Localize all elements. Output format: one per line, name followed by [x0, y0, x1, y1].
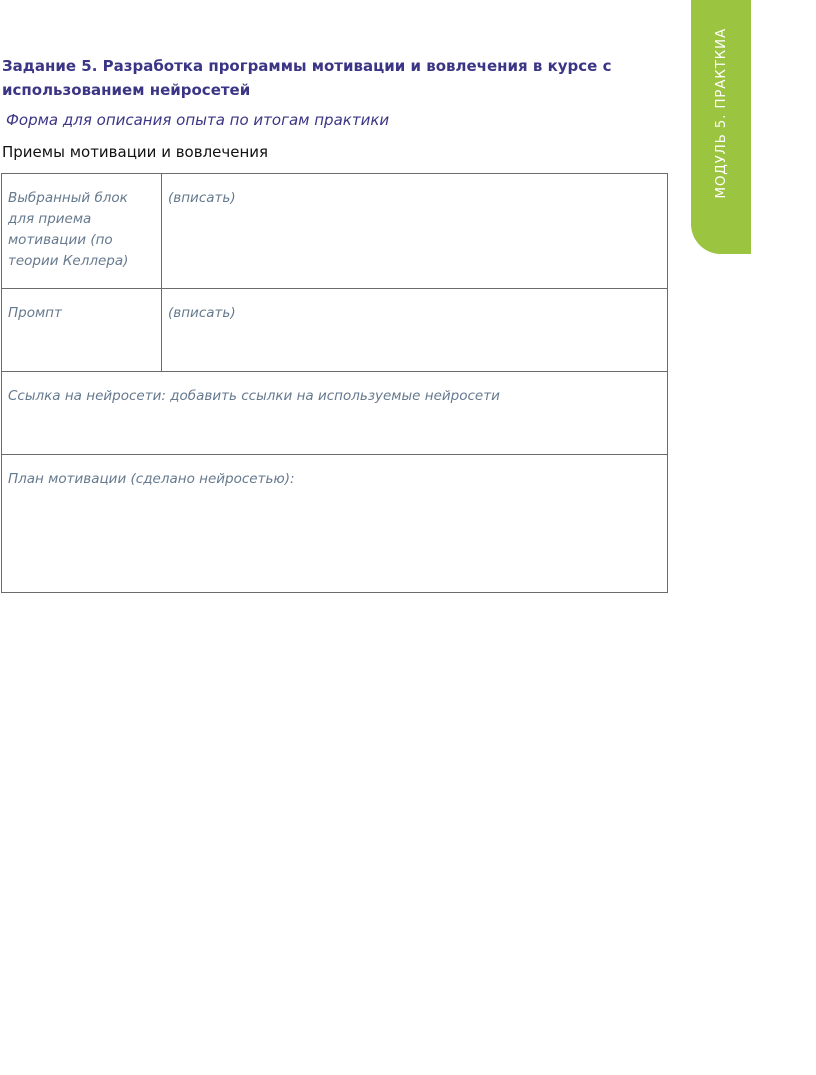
section-heading: Приемы мотивации и вовлечения: [2, 143, 269, 161]
table-row-motivation-plan: [2, 455, 668, 593]
module-side-tab: [691, 0, 751, 254]
table-row-ai-links: [2, 372, 668, 455]
motivation-block-input-cell[interactable]: (вписать): [162, 174, 668, 289]
motivation-block-label: Выбранный блок для приема мотивации (по теории Келлера): [2, 174, 162, 289]
practice-form-table: [1, 173, 668, 593]
module-side-tab-label: МОДУЛЬ 5. ПРАКТКИА: [713, 27, 729, 199]
form-subtitle: Форма для описания опыта по итогам практики: [6, 111, 390, 129]
module-side-tab-label-wrap: [699, 0, 743, 254]
task-title: Задание 5. Разработка программы мотивации и вовлечения в курсе с использованием нейросетей: [2, 57, 612, 99]
motivation-plan-cell[interactable]: План мотивации (сделано нейросетью):: [2, 455, 668, 593]
table-row-prompt: [2, 289, 668, 372]
prompt-input-cell[interactable]: (вписать): [162, 289, 668, 372]
ai-links-cell[interactable]: Ссылка на нейросети: добавить ссылки на используемые нейросети: [2, 372, 668, 455]
table-row-motivation-block: [2, 174, 668, 289]
prompt-label: Промпт: [2, 289, 162, 372]
